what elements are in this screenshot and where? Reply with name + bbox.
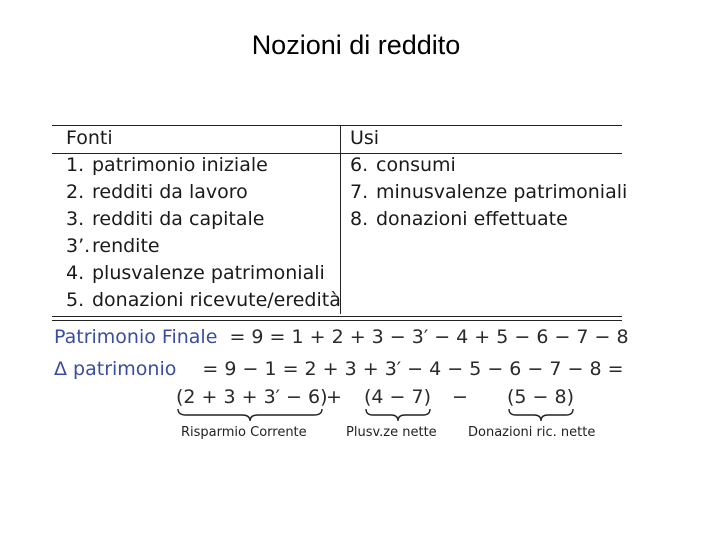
source-row-1: 1. patrimonio iniziale xyxy=(66,154,268,176)
source-row-5: 5. donazioni ricevute/eredità xyxy=(66,289,341,311)
label-current-saving: Risparmio Corrente xyxy=(181,425,307,440)
group-donations: (5 − 8) xyxy=(507,386,575,408)
label-net-capital-gains: Plusv.ze nette xyxy=(346,425,437,440)
source-row-3: 3. redditi da capitale xyxy=(66,208,265,230)
table-column-divider xyxy=(340,126,341,314)
use-row-8: 8. donazioni effettuate xyxy=(350,208,568,230)
group-current-saving: (2 + 3 + 3′ − 6) xyxy=(176,386,328,408)
slide-title: Nozioni di reddito xyxy=(251,30,461,60)
final-wealth-label: Patrimonio Finale xyxy=(54,326,218,348)
source-row-4: 4. plusvalenze patrimoniali xyxy=(66,262,325,284)
operator-minus: − xyxy=(452,386,468,408)
source-row-2: 2. redditi da lavoro xyxy=(66,181,248,203)
table-top-rule xyxy=(52,125,622,126)
label-net-donations: Donazioni ric. nette xyxy=(468,425,596,440)
underbrace-donations xyxy=(507,408,575,422)
header-sources: Fonti xyxy=(66,127,113,149)
operator-plus: + xyxy=(326,386,342,408)
table-bottom-rule-2 xyxy=(52,320,622,321)
underbrace-capital-gains xyxy=(364,408,432,422)
use-row-6: 6. consumi xyxy=(350,154,456,176)
use-row-7: 7. minusvalenze patrimoniali xyxy=(350,181,628,203)
underbrace-current-saving xyxy=(176,408,324,422)
delta-wealth-label: Δ patrimonio xyxy=(54,358,177,380)
final-wealth-expression: = 9 = 1 + 2 + 3 − 3′ − 4 + 5 − 6 − 7 − 8 xyxy=(229,326,629,348)
table-bottom-rule-1 xyxy=(52,316,622,317)
delta-wealth-expression: = 9 − 1 = 2 + 3 + 3′ − 4 − 5 − 6 − 7 − 8 = xyxy=(202,358,624,380)
group-capital-gains: (4 − 7) xyxy=(364,386,432,408)
delta-wealth-equation xyxy=(54,358,624,380)
header-uses: Usi xyxy=(350,127,380,149)
final-wealth-equation xyxy=(54,326,629,348)
source-row-3b: 3’.rendite xyxy=(66,235,160,257)
